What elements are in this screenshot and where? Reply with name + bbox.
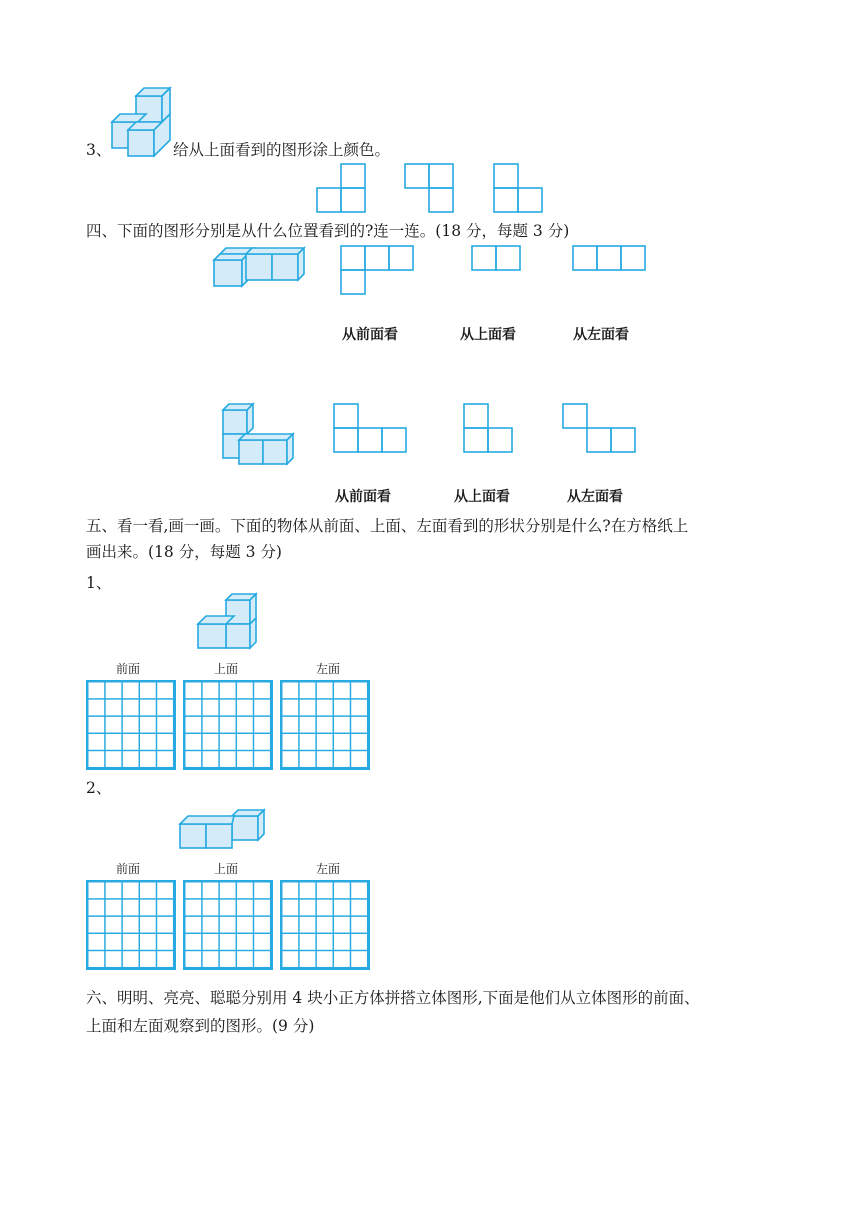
q3-option-b[interactable] — [404, 163, 456, 215]
grid-label-top-2: 上面 — [214, 862, 239, 876]
s4-view-1c[interactable] — [572, 245, 648, 273]
s4-solid-1 — [212, 244, 304, 290]
section-5-line2: 画出来。(18 分，每题 3 分) — [86, 543, 282, 561]
section-6-line1: 六、明明、亮亮、聪聪分别用 4 块小正方体拼搭立体图形,下面是他们从立体图形的前面、 — [86, 989, 700, 1007]
question-3-number: 3、 — [86, 141, 112, 159]
drawing-grid-top-1[interactable] — [183, 680, 273, 770]
question-3-text: 给从上面看到的图形涂上颜色。 — [173, 141, 391, 159]
cube-stack-q3 — [108, 86, 174, 158]
drawing-grid-front-2[interactable] — [86, 880, 176, 970]
grid-label-left-1: 左面 — [316, 662, 341, 676]
s4-label-left-2[interactable]: 从左面看 — [567, 489, 623, 505]
s4-label-front-2[interactable]: 从前面看 — [335, 489, 391, 505]
drawing-grid-front-1[interactable] — [86, 680, 176, 770]
section-6-line2: 上面和左面观察到的图形。(9 分) — [86, 1017, 315, 1035]
drawing-grid-left-1[interactable] — [280, 680, 370, 770]
section-5-item-1: 1、 — [86, 574, 112, 592]
s5-solid-2 — [178, 808, 268, 854]
s4-view-2a[interactable] — [333, 403, 409, 455]
grid-label-front-2: 前面 — [116, 862, 141, 876]
grid-label-top-1: 上面 — [214, 662, 239, 676]
grid-label-left-2: 左面 — [316, 862, 341, 876]
s4-view-2b[interactable] — [463, 403, 515, 455]
s4-view-1b[interactable] — [471, 245, 523, 273]
s4-label-top-1[interactable]: 从上面看 — [460, 327, 516, 343]
s4-label-top-2[interactable]: 从上面看 — [454, 489, 510, 505]
s4-solid-2 — [221, 400, 299, 466]
s4-view-2c[interactable] — [562, 403, 638, 455]
s4-label-front-1[interactable]: 从前面看 — [342, 327, 398, 343]
section-4-title: 四、下面的图形分别是从什么位置看到的?连一连。(18 分，每题 3 分) — [86, 222, 570, 240]
s5-solid-1 — [196, 590, 262, 652]
q3-option-a[interactable] — [316, 163, 368, 215]
q3-option-c[interactable] — [493, 163, 545, 215]
section-5-item-2: 2、 — [86, 779, 112, 797]
section-5-line1: 五、看一看,画一画。下面的物体从前面、上面、左面看到的形状分别是什么?在方格纸上 — [86, 517, 689, 535]
grid-label-front-1: 前面 — [116, 662, 141, 676]
drawing-grid-top-2[interactable] — [183, 880, 273, 970]
drawing-grid-left-2[interactable] — [280, 880, 370, 970]
s4-label-left-1[interactable]: 从左面看 — [573, 327, 629, 343]
s4-view-1a[interactable] — [340, 245, 416, 297]
